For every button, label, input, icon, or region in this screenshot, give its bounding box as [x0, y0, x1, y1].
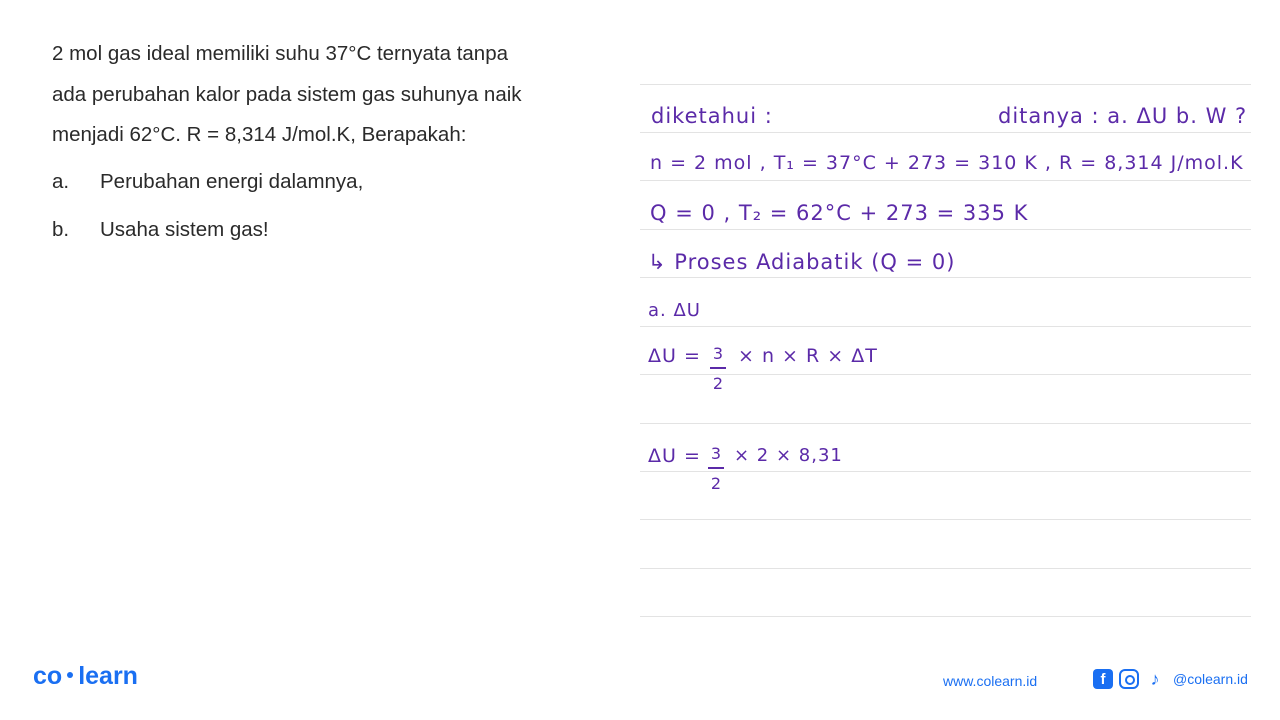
problem-line: 2 mol gas ideal memiliki suhu 37°C ternyata tanpa — [52, 42, 509, 65]
social-handle[interactable]: @colearn.id — [1173, 671, 1248, 687]
eq2-lhs: ΔU = — [648, 445, 701, 467]
ruled-line — [640, 471, 1251, 472]
note-process: ↳ Proses Adiabatik (Q = 0) — [648, 250, 956, 274]
instagram-icon[interactable] — [1119, 669, 1139, 689]
ruled-line — [640, 132, 1251, 133]
option-b — [52, 218, 269, 242]
eq1-fraction — [708, 344, 728, 393]
eq1-denominator: 2 — [712, 373, 724, 393]
logo-right: learn — [78, 662, 138, 690]
note-ditanya: ditanya : a. ΔU b. W ? — [998, 104, 1248, 128]
social-links — [1093, 669, 1248, 689]
logo-left: co — [33, 662, 63, 690]
eq2-fraction — [706, 444, 726, 493]
ruled-line — [640, 84, 1251, 85]
eq2-rhs: × 2 × 8,31 — [734, 445, 843, 466]
note-part-a: a. ΔU — [648, 300, 701, 321]
eq2-numerator: 3 — [710, 444, 722, 463]
problem-line: menjadi 62°C. R = 8,314 J/mol.K, Berapakah: — [52, 123, 467, 146]
option-letter: b. — [52, 218, 70, 241]
tiktok-icon[interactable]: ♪ — [1150, 669, 1160, 689]
option-text: Usaha sistem gas! — [100, 218, 269, 241]
option-a — [52, 170, 363, 194]
ruled-line — [640, 568, 1251, 569]
problem-line: ada perubahan kalor pada sistem gas suhunya naik — [52, 82, 522, 106]
facebook-icon[interactable]: f — [1093, 669, 1113, 689]
eq2-denominator: 2 — [710, 473, 722, 493]
ruled-line — [640, 229, 1251, 230]
note-given-line1: n = 2 mol , T₁ = 37°C + 273 = 310 K , R = 8,314 J/mol.K — [650, 152, 1244, 174]
ruled-line — [640, 180, 1251, 181]
note-given-line2: Q = 0 , T₂ = 62°C + 273 = 335 K — [650, 201, 1029, 225]
ruled-line — [640, 374, 1251, 375]
fraction-bar — [710, 367, 726, 369]
eq1-numerator: 3 — [712, 344, 724, 363]
problem-statement — [52, 34, 592, 156]
website-link[interactable]: www.colearn.id — [943, 673, 1038, 689]
ruled-line — [640, 277, 1251, 278]
option-letter: a. — [52, 170, 70, 193]
logo-dot — [67, 672, 73, 678]
eq1-lhs: ΔU = — [648, 345, 701, 367]
option-text: Perubahan energi dalamnya, — [100, 170, 364, 193]
ruled-line — [640, 616, 1251, 617]
note-diketahui: diketahui : — [651, 104, 773, 128]
ruled-line — [640, 423, 1251, 424]
fraction-bar — [708, 467, 724, 469]
colearn-logo — [33, 662, 138, 691]
ruled-line — [640, 326, 1251, 327]
ruled-line — [640, 519, 1251, 520]
eq1-rhs: × n × R × ΔT — [738, 345, 878, 367]
